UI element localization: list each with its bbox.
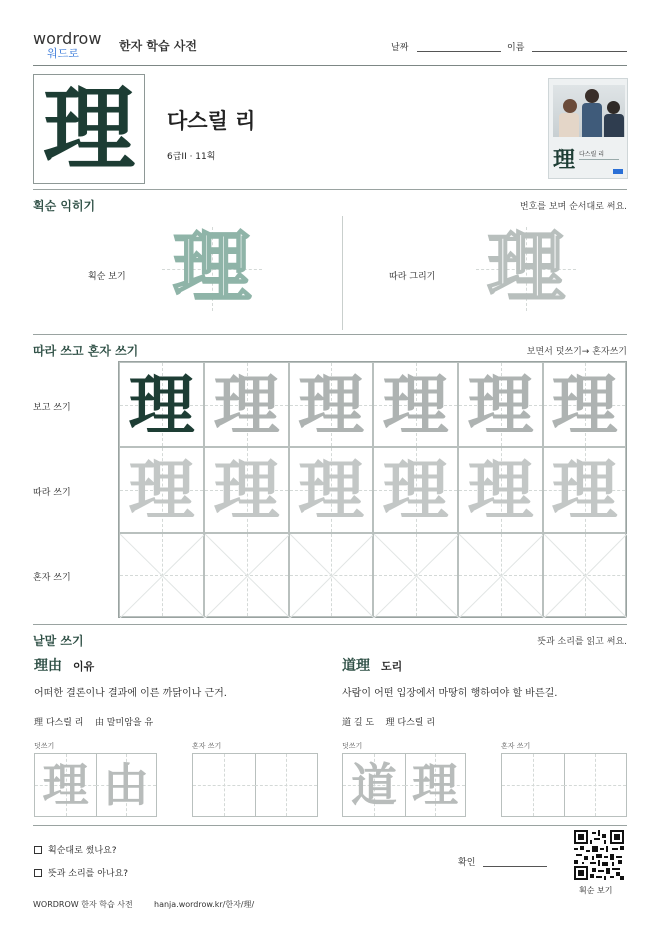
checklist-item[interactable]: [34, 866, 128, 879]
practice-cell-model: 理: [119, 362, 204, 447]
thumbnail-char: 理: [553, 147, 576, 173]
practice-bottom-divider: [33, 624, 627, 625]
practice-cell-solo[interactable]: [543, 533, 626, 617]
practice-cell-trace[interactable]: 理: [543, 362, 626, 447]
word-hanja: 道理: [342, 658, 370, 674]
checklist-label: 획순대로 썼나요?: [48, 846, 117, 856]
practice-cell-trace[interactable]: 理: [204, 447, 289, 533]
word-solo-box[interactable]: [501, 753, 627, 817]
footer-brand: WORDROW 한자 학습 사전: [33, 900, 133, 909]
word-trace-label: 덧쓰기: [34, 742, 55, 750]
practice-cell-trace[interactable]: 理: [289, 447, 373, 533]
words-section-note: 뜻과 소리를 읽고 써요.: [537, 637, 627, 647]
practice-cell-trace[interactable]: 理: [373, 447, 458, 533]
practice-section-note: 보면서 덧쓰기→ 혼자쓰기: [526, 347, 627, 357]
thumbnail-caption: 다스릴 리: [579, 151, 605, 158]
stroke-view-char: 理: [172, 222, 251, 313]
word-trace-char: 理: [42, 758, 89, 812]
qr-code[interactable]: [574, 830, 624, 880]
word-reading: 도리: [381, 660, 403, 673]
word-solo-box[interactable]: [192, 753, 318, 817]
hero-meta: 6급II · 11획: [167, 152, 216, 162]
practice-cell-trace[interactable]: 理: [458, 362, 543, 447]
stroke-trace-box[interactable]: [476, 222, 576, 313]
stroke-trace-label: 따라 그리기: [389, 272, 436, 282]
confirm-label: 확인: [458, 858, 476, 868]
word-parts: 道 길 도 理 다스릴 리: [342, 718, 436, 728]
practice-row-label: 보고 쓰기: [33, 403, 71, 413]
word-definition: 어떠한 결론이나 결과에 이른 까닭이나 근거.: [34, 688, 227, 699]
practice-cell-trace[interactable]: 理: [543, 447, 626, 533]
stroke-bottom-divider: [33, 334, 627, 335]
date-label: 날짜: [391, 43, 409, 53]
logo-wordmark: wordrow: [33, 29, 102, 48]
practice-cell-trace[interactable]: 理: [458, 447, 543, 533]
checkbox-icon[interactable]: [34, 869, 42, 877]
word-trace-char: 由: [103, 758, 149, 812]
checkbox-icon[interactable]: [34, 846, 42, 854]
word-hanja: 理由: [34, 658, 62, 674]
footer-url[interactable]: hanja.wordrow.kr/한자/理/: [154, 900, 255, 909]
name-label: 이름: [507, 43, 525, 53]
practice-cell-trace[interactable]: 理: [373, 362, 458, 447]
practice-cell-solo[interactable]: [458, 533, 543, 617]
hero-thumbnail: [548, 78, 628, 179]
date-field[interactable]: [417, 51, 501, 52]
practice-cell-solo[interactable]: [119, 533, 204, 617]
logo-korean: 워드로: [47, 47, 79, 60]
confirm-field[interactable]: [483, 866, 547, 867]
practice-section-title: 따라 쓰고 혼자 쓰기: [33, 344, 139, 358]
practice-cell-trace[interactable]: 理: [289, 362, 373, 447]
hero-meaning: 다스릴 리: [167, 109, 256, 133]
words-bottom-divider: [33, 825, 627, 826]
word-solo-label: 혼자 쓰기: [501, 742, 531, 750]
qr-code-icon: [574, 830, 624, 880]
qr-caption: 획순 보기: [579, 886, 613, 895]
practice-row-label: 혼자 쓰기: [33, 573, 71, 583]
name-field[interactable]: [532, 51, 627, 52]
hero-divider: [33, 189, 627, 190]
word-trace-char: 理: [412, 758, 458, 812]
practice-row-label: 따라 쓰기: [33, 488, 71, 498]
hero-char-box: [33, 74, 145, 184]
word-parts: 理 다스릴 리 由 말미암을 유: [34, 718, 154, 728]
checklist-label: 뜻과 소리를 아나요?: [48, 869, 129, 879]
word-definition: 사람이 어떤 입장에서 마땅히 행하여야 할 바른길.: [342, 688, 558, 699]
word-trace-label: 덧쓰기: [342, 742, 363, 750]
word-trace-box[interactable]: [34, 753, 157, 817]
practice-cell-solo[interactable]: [289, 533, 373, 617]
practice-cell-trace[interactable]: 理: [204, 362, 289, 447]
stroke-divider: [342, 216, 343, 330]
practice-cell-solo[interactable]: [204, 533, 289, 617]
word-solo-label: 혼자 쓰기: [192, 742, 222, 750]
stroke-section-title: 획순 익히기: [33, 199, 96, 213]
hero-char: 理: [42, 75, 135, 183]
stroke-view-label: 획순 보기: [88, 272, 126, 282]
word-trace-box[interactable]: [342, 753, 466, 817]
stroke-view-box: [162, 222, 262, 313]
header-divider: [33, 65, 627, 66]
header-title: 한자 학습 사전: [119, 39, 197, 53]
stroke-trace-char: 理: [486, 222, 565, 313]
practice-cell-trace[interactable]: 理: [119, 447, 204, 533]
practice-cell-solo[interactable]: [373, 533, 458, 617]
checklist-item[interactable]: [34, 843, 117, 856]
logo: [33, 30, 103, 64]
word-reading: 이유: [73, 660, 95, 673]
practice-grid: [118, 361, 627, 618]
words-section-title: 낱말 쓰기: [33, 634, 84, 648]
word-trace-char: 道: [351, 758, 397, 812]
stroke-section-note: 번호를 보며 순서대로 써요.: [519, 202, 627, 212]
thumbnail-scene: [553, 85, 625, 137]
